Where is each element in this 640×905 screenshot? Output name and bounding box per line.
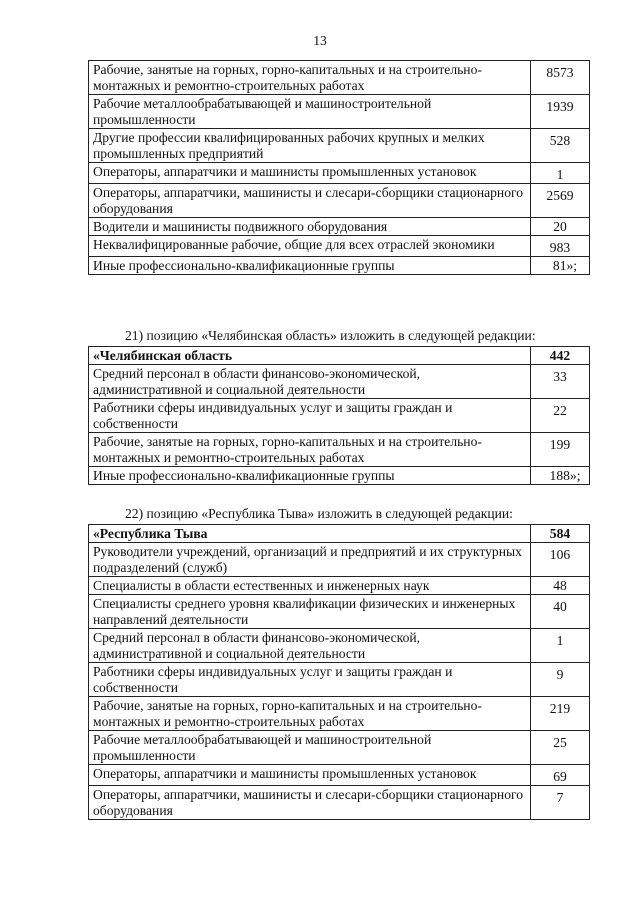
row-label: Рабочие, занятые на горных, горно-капитальных и на строительно-монтажных и ремонтно-строительных работах: [89, 697, 531, 731]
row-value-cell: [531, 765, 590, 786]
table-row: [89, 257, 590, 275]
row-value-cell: [531, 129, 590, 163]
region-total-cell: [531, 525, 590, 543]
row-value-cell: [531, 731, 590, 765]
row-label: Операторы, аппаратчики, машинисты и слесари-сборщики стационарного оборудования: [89, 786, 531, 820]
row-label: Специалисты среднего уровня квалификации физических и инженерных направлений деятельности: [89, 595, 531, 629]
table-row: [89, 218, 590, 236]
row-value: 1939: [546, 99, 574, 114]
row-label: Руководители учреждений, организаций и предприятий и их структурных подразделений (служб): [89, 543, 531, 577]
section-22-intro: 22) позицию «Республика Тыва» изложить в следующей редакции:: [125, 506, 513, 521]
table-row: [89, 365, 590, 399]
row-value: 983: [549, 240, 571, 255]
row-value-cell: [531, 95, 590, 129]
row-label: Работники сферы индивидуальных услуг и защиты граждан и собственности: [89, 399, 531, 433]
row-label: Рабочие, занятые на горных, горно-капитальных и на строительно-монтажных и ремонтно-строительных работах: [89, 61, 531, 95]
row-value: 188»;: [549, 468, 581, 483]
row-value: 106: [549, 547, 571, 562]
row-label: Специалисты в области естественных и инженерных наук: [89, 577, 531, 595]
row-value-cell: [531, 577, 590, 595]
row-value-cell: [531, 663, 590, 697]
row-label: Иные профессионально-квалификационные группы: [89, 257, 531, 275]
row-value-cell: [531, 697, 590, 731]
table-row: [89, 697, 590, 731]
row-label: Средний персонал в области финансово-экономической, административной и социальной деятельности: [89, 365, 531, 399]
table-row: [89, 731, 590, 765]
table-row: [89, 786, 590, 820]
row-value-cell: [531, 433, 590, 467]
row-value-cell: [531, 786, 590, 820]
row-label: Рабочие, занятые на горных, горно-капитальных и на строительно-монтажных и ремонтно-строительных работах: [89, 433, 531, 467]
table-row: [89, 433, 590, 467]
table-row: [89, 61, 590, 95]
row-value: 7: [556, 790, 564, 805]
table-row: [89, 577, 590, 595]
table-row: [89, 236, 590, 257]
row-value-cell: [531, 365, 590, 399]
row-value-cell: [531, 629, 590, 663]
row-value: 199: [549, 437, 571, 452]
row-label: Операторы, аппаратчики и машинисты промышленных установок: [89, 163, 531, 184]
region-name: «Республика Тыва: [89, 525, 531, 543]
table-row: [89, 629, 590, 663]
page-number: 13: [313, 33, 327, 48]
section-21-intro: 21) позицию «Челябинская область» изложить в следующей редакции:: [125, 328, 536, 343]
row-value: 25: [553, 735, 567, 750]
table-row: [89, 95, 590, 129]
table-row: [89, 129, 590, 163]
table-chelyabinsk: [88, 346, 590, 485]
row-value: 2569: [546, 188, 574, 203]
table-row: [89, 663, 590, 697]
row-label: Рабочие металлообрабатывающей и машиностроительной промышленности: [89, 95, 531, 129]
table-row: [89, 184, 590, 218]
row-value: 40: [553, 599, 567, 614]
table-row: [89, 595, 590, 629]
table-header-row: [89, 347, 590, 365]
table-tyva: [88, 524, 590, 820]
row-value: 9: [556, 667, 564, 682]
row-value-cell: [531, 467, 590, 485]
row-value-cell: [531, 218, 590, 236]
row-value-cell: [531, 236, 590, 257]
row-value: 8573: [546, 65, 574, 80]
table-row: [89, 765, 590, 786]
row-value: 33: [553, 369, 567, 384]
row-label: Операторы, аппаратчики и машинисты промышленных установок: [89, 765, 531, 786]
row-value: 528: [549, 133, 571, 148]
row-value: 1: [556, 633, 564, 648]
row-value-cell: [531, 184, 590, 218]
table-row: [89, 163, 590, 184]
row-value-cell: [531, 257, 590, 275]
table-continuation: [88, 60, 590, 275]
region-total: 584: [549, 526, 571, 541]
row-value: 69: [553, 769, 567, 784]
region-total: 442: [549, 348, 571, 363]
row-label: Работники сферы индивидуальных услуг и защиты граждан и собственности: [89, 663, 531, 697]
row-value: 81»;: [552, 258, 578, 273]
row-label: Операторы, аппаратчики, машинисты и слесари-сборщики стационарного оборудования: [89, 184, 531, 218]
row-value: 20: [553, 219, 567, 234]
row-label: Рабочие металлообрабатывающей и машиностроительной промышленности: [89, 731, 531, 765]
row-label: Средний персонал в области финансово-экономической, административной и социальной деятельности: [89, 629, 531, 663]
row-value-cell: [531, 163, 590, 184]
row-label: Водители и машинисты подвижного оборудования: [89, 218, 531, 236]
row-value-cell: [531, 399, 590, 433]
region-name: «Челябинская область: [89, 347, 531, 365]
row-value-cell: [531, 595, 590, 629]
row-label: Неквалифицированные рабочие, общие для всех отраслей экономики: [89, 236, 531, 257]
table-header-row: [89, 525, 590, 543]
region-total-cell: [531, 347, 590, 365]
row-label: Другие профессии квалифицированных рабочих крупных и мелких промышленных предприятий: [89, 129, 531, 163]
row-value-cell: [531, 61, 590, 95]
table-row: [89, 399, 590, 433]
table-row: [89, 467, 590, 485]
row-value: 48: [553, 578, 567, 593]
row-value: 22: [553, 403, 567, 418]
row-value-cell: [531, 543, 590, 577]
row-value: 1: [556, 167, 564, 182]
table-row: [89, 543, 590, 577]
row-value: 219: [549, 701, 571, 716]
row-label: Иные профессионально-квалификационные группы: [89, 467, 531, 485]
